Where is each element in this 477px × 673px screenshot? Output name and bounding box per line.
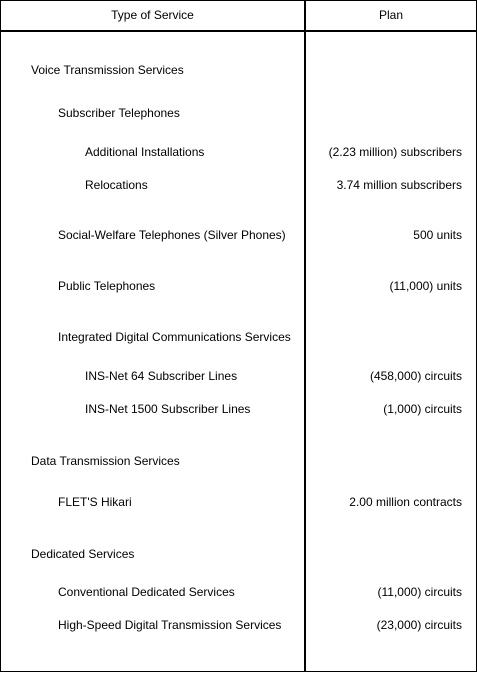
plan-value: (2.23 million) subscribers <box>328 145 462 159</box>
service-label: Subscriber Telephones <box>58 106 180 120</box>
service-label: Integrated Digital Communications Services <box>58 330 291 344</box>
service-label: INS-Net 64 Subscriber Lines <box>85 369 238 383</box>
service-label: INS-Net 1500 Subscriber Lines <box>85 402 251 416</box>
table-row <box>1 62 476 78</box>
service-label: Conventional Dedicated Services <box>58 585 235 599</box>
header-type-of-service: Type of Service <box>111 8 194 22</box>
service-label: Dedicated Services <box>31 547 135 561</box>
table-row <box>1 584 476 600</box>
service-label: FLET'S Hikari <box>58 495 132 509</box>
plan-value: 500 units <box>413 228 462 242</box>
plan-value: (11,000) units <box>389 279 462 293</box>
table-row <box>1 177 476 193</box>
service-label: Public Telephones <box>58 279 156 293</box>
table-row <box>1 105 476 121</box>
table-row <box>1 329 476 345</box>
table-row <box>1 144 476 160</box>
table-row <box>1 494 476 510</box>
table-row <box>1 546 476 562</box>
table-row <box>1 227 476 243</box>
table-row <box>1 401 476 417</box>
table-row <box>1 617 476 633</box>
service-label: Relocations <box>85 178 148 192</box>
plan-value: (11,000) circuits <box>377 585 462 599</box>
header-divider <box>1 30 476 32</box>
service-label: Social-Welfare Telephones (Silver Phones) <box>58 228 286 242</box>
plan-value: (23,000) circuits <box>376 618 462 632</box>
table-row <box>1 278 476 294</box>
plan-value: 3.74 million subscribers <box>336 178 462 192</box>
plan-value: (458,000) circuits <box>369 369 462 383</box>
header-plan: Plan <box>378 8 404 22</box>
table-row <box>1 453 476 469</box>
plan-value: 2.00 million contracts <box>349 495 462 509</box>
table-row <box>1 368 476 384</box>
service-label: Voice Transmission Services <box>31 63 184 77</box>
plan-value: (1,000) circuits <box>383 402 462 416</box>
service-label: Additional Installations <box>85 145 205 159</box>
service-label: High-Speed Digital Transmission Services <box>58 618 282 632</box>
service-label: Data Transmission Services <box>31 454 180 468</box>
